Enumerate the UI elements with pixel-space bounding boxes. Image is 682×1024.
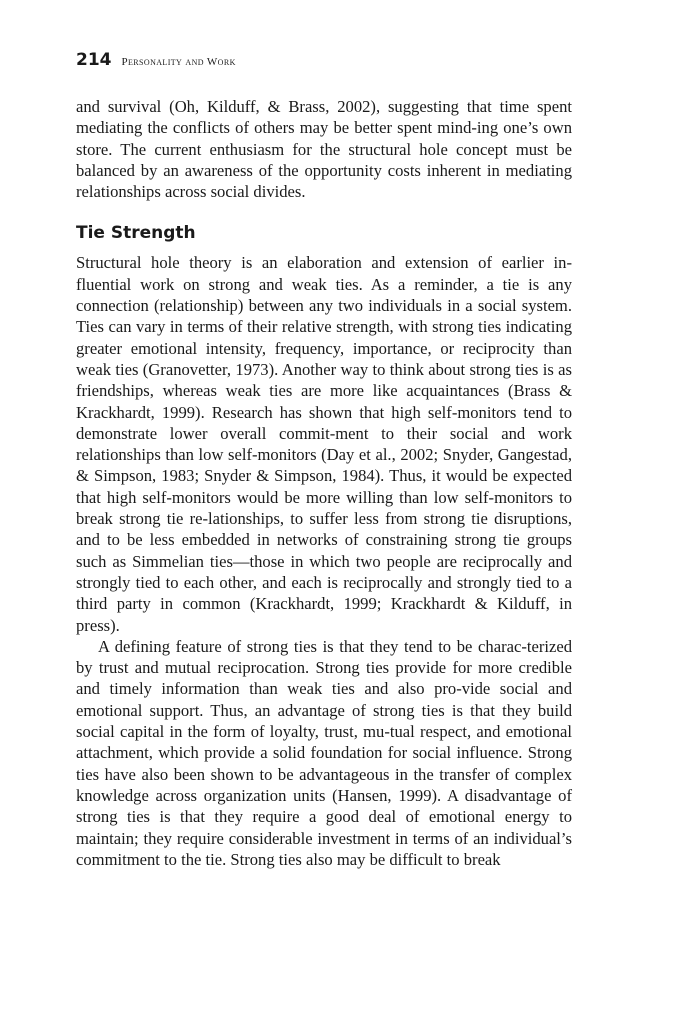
running-head xyxy=(76,50,572,74)
section-heading: Tie Strength xyxy=(76,223,196,244)
body-text xyxy=(76,96,572,870)
page-number: 214 xyxy=(76,50,112,70)
section-paragraph-1: Structural hole theory is an elaboration and extension of earlier in-fluential work on strong and weak ties. As a reminder, a tie is any connection (relationship) between any two individuals in a social system. Ties can vary in terms of their relative strength, with strong ties indicating greater emotional intensity, frequency, importance, or reciprocity than weak ties (Granovetter, 1973). Another way to think about strong ties is as friendships, whereas weak ties are more like acquaintances (Brass & Krackhardt, 1999). Research has shown that high self-monitors tend to demonstrate lower overall commit-ment to their social and work relationships than low self-monitors (Day et al., 2002; Snyder, Gangestad, & Simpson, 1983; Snyder & Simpson, 1984). Thus, it would be expected that high self-monitors would be more willing than low self-monitors to break strong tie re-lationships, to suffer less from strong tie disruptions, and to be less embedded in networks of constraining strong tie groups such as Simmelian ties—those in which two people are reciprocally and strongly tied to each other, and each is reciprocally and strongly tied to a third party in common (Krackhardt, 1999; Krackhardt & Kilduff, in press). xyxy=(76,253,572,635)
running-head-title: Personality and Work xyxy=(121,56,236,68)
paragraph-continued: and survival (Oh, Kilduff, & Brass, 2002), suggesting that time spent mediating the conflicts of others may be better spent mind-ing one’s own store. The current enthusiasm for the structural hole concept must be balanced by an awareness of the opportunity costs inherent in mediating relationships across social divides. xyxy=(76,97,572,202)
book-page xyxy=(76,50,572,870)
section-paragraph-2: A defining feature of strong ties is that they tend to be charac-terized by trust and mutual reciprocation. Strong ties provide for more credible and timely information than weak ties and also pro-vide social and emotional support. Thus, an advantage of strong ties is that they build social capital in the form of loyalty, trust, mu-tual respect, and emotional attachment, which provide a solid foundation for social influence. Strong ties have also been shown to be advantageous in the transfer of complex knowledge across organization units (Hansen, 1999). A disadvantage of strong ties is that they require a good deal of emotional energy to maintain; they require considerable investment in terms of an individual’s commitment to the tie. Strong ties also may be difficult to break xyxy=(76,636,572,869)
